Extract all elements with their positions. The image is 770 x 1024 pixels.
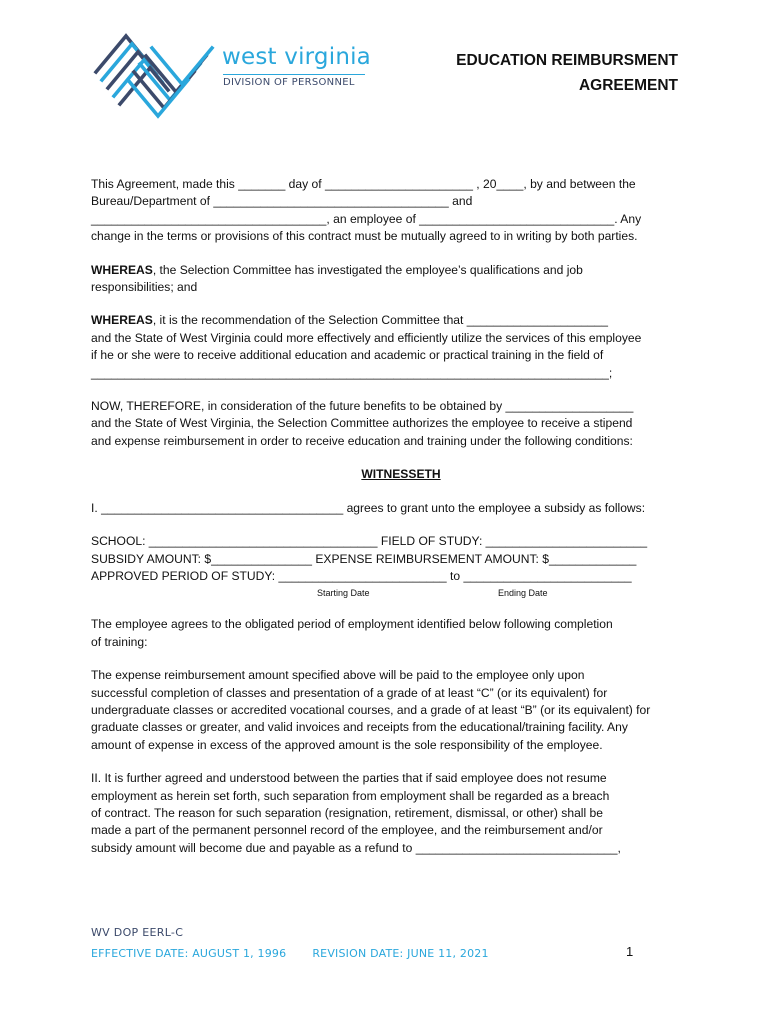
intro-paragraph (91, 176, 691, 246)
obligated-paragraph (91, 616, 691, 651)
whereas-paragraph-1 (91, 262, 691, 297)
text-line: if he or she were to receive additional education and academic or practical training in the field of (91, 348, 604, 363)
brand-title: west virginia (222, 44, 371, 70)
school-field-line: SCHOOL: __________________________________ FIELD OF STUDY: ________________________ (91, 534, 648, 549)
starting-date-label: Starting Date (317, 588, 370, 599)
text-span: , it is the recommendation of the Selection Committee that _____________________ (152, 313, 608, 328)
text-line (91, 312, 691, 329)
text-line: of training: (91, 634, 148, 649)
text-line: and the State of West Virginia could more effectively and efficiently utilize the services of this employee (91, 330, 642, 345)
text-line: successful completion of classes and presentation of a grade of at least “C” (or its equivalent) for (91, 685, 608, 700)
whereas-keyword: WHEREAS (91, 313, 153, 328)
text-line (91, 262, 691, 279)
revision-date: REVISION DATE: JUNE 11, 2021 (312, 947, 489, 960)
text-line: II. It is further agreed and understood between the parties that if said employee does not resume (91, 771, 607, 786)
footer-dates (91, 947, 489, 960)
text-line: This Agreement, made this _______ day of ______________________ , 20____, by and between the (91, 177, 636, 191)
text-span: , the Selection Committee has investigated the employee’s qualifications and job (152, 262, 583, 277)
section-1-line: I. ____________________________________ agrees to grant unto the employee a subsidy as follows: (91, 500, 646, 515)
brand-divider (223, 74, 365, 75)
text-line: undergraduate classes or accredited vocational courses, and a grade of at least “B” (or its equivalent) for (91, 702, 651, 717)
text-line: _____________________________________________________________________________; (91, 365, 613, 380)
text-line: of contract. The reason for such separation (resignation, retirement, dismissal, or other) shall be (91, 805, 603, 820)
title-line-2: AGREEMENT (578, 77, 678, 94)
ending-date-label: Ending Date (498, 588, 548, 599)
page-number: 1 (626, 944, 634, 959)
text-line: responsibilities; and (91, 280, 198, 295)
chevron-logo-icon (92, 28, 216, 124)
brand-subtitle: DIVISION OF PERSONNEL (223, 77, 355, 88)
title-line-1: EDUCATION REIMBURSMENT (456, 52, 678, 69)
text-line: and the State of West Virginia, the Selection Committee authorizes the employee to receive a stipend (91, 416, 633, 431)
text-line: ___________________________________, an employee of _____________________________. Any (91, 211, 642, 226)
effective-date: EFFECTIVE DATE: AUGUST 1, 1996 (91, 947, 287, 960)
document-title (456, 48, 678, 98)
text-line: employment as herein set forth, such separation from employment shall be regarded as a breach (91, 788, 610, 803)
subsidy-fields (91, 533, 691, 600)
text-line: and expense reimbursement in order to receive education and training under the following conditions: (91, 433, 633, 448)
text-line: The expense reimbursement amount specified above will be paid to the employee only upon (91, 668, 585, 683)
now-therefore-paragraph (91, 398, 691, 450)
text-line: amount of expense in excess of the approved amount is the sole responsibility of the employee. (91, 737, 603, 752)
text-line: graduate classes or greater, and valid invoices and receipts from the educational/training facility. Any (91, 720, 628, 735)
agreement-body (91, 176, 691, 857)
period-field-line: APPROVED PERIOD OF STUDY: _________________________ to _________________________ (91, 568, 632, 583)
text-line: change in the terms or provisions of this contract must be mutually agreed to in writing by both parties. (91, 229, 638, 244)
form-code: WV DOP EERL-C (91, 926, 184, 939)
date-sublabels (91, 585, 691, 600)
whereas-paragraph-2 (91, 312, 691, 382)
wv-dop-logo (92, 28, 382, 124)
witnesseth-heading: WITNESSETH (361, 467, 441, 482)
section-2-paragraph (91, 770, 691, 857)
subsidy-field-line: SUBSIDY AMOUNT: $_______________ EXPENSE REIMBURSEMENT AMOUNT: $_____________ (91, 551, 637, 566)
text-line: The employee agrees to the obligated period of employment identified below following completion (91, 617, 613, 632)
text-line: NOW, THEREFORE, in consideration of the future benefits to be obtained by ___________________ (91, 399, 634, 414)
text-line: subsidy amount will become due and payable as a refund to ______________________________, (91, 840, 621, 855)
whereas-keyword: WHEREAS (91, 262, 153, 277)
text-line: Bureau/Department of ___________________________________ and (91, 194, 473, 209)
text-line: made a part of the permanent personnel record of the employee, and the reimbursement and/or (91, 823, 603, 838)
expense-paragraph (91, 667, 691, 754)
